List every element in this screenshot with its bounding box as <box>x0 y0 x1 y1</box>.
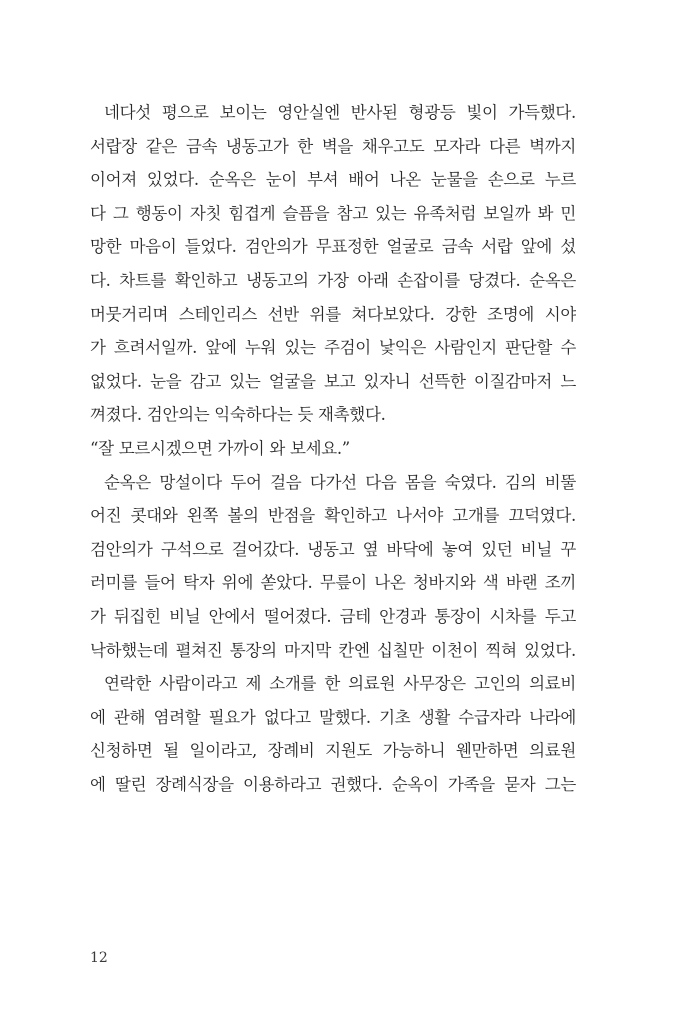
text-line: 러미를 들어 탁자 위에 쏟았다. 무릎이 나온 청바지와 색 바랜 조끼 <box>90 573 576 593</box>
text-line: 없었다. 눈을 감고 있는 얼굴을 보고 있자니 선뜩한 이질감마저 느 <box>90 371 576 391</box>
page-number: 12 <box>90 950 108 966</box>
text-line: 네다섯 평으로 보이는 영안실엔 반사된 형광등 빛이 가득했다. <box>104 103 576 122</box>
text-line: 검안의가 구석으로 걸어갔다. 냉동고 옆 바닥에 놓여 있던 비닐 꾸 <box>90 539 576 559</box>
text-line: 이어져 있었다. 순옥은 눈이 부셔 배어 나온 눈물을 손으로 누르 <box>90 170 576 190</box>
text-line: 순옥은 망설이다 두어 걸음 다가선 다음 몸을 숙였다. 김의 비뚤 <box>104 472 576 492</box>
text-line: 에 관해 염려할 필요가 없다고 말했다. 기초 생활 수급자라 나라에 <box>90 707 576 727</box>
text-line: 에 딸린 장례식장을 이용하라고 권했다. 순옥이 가족을 묻자 그는 <box>90 774 576 794</box>
text-line: 망한 마음이 들었다. 검안의가 무표정한 얼굴로 금속 서랍 앞에 섰 <box>90 237 576 257</box>
text-line: 어진 콧대와 왼쪽 볼의 반점을 확인하고 나서야 고개를 끄덕였다. <box>90 506 576 526</box>
dialogue-line: “잘 모르시겠으면 가까이 와 보세요.” <box>90 438 350 458</box>
text-line: 서랍장 같은 금속 냉동고가 한 벽을 채우고도 모자라 다른 벽까지 <box>90 136 576 156</box>
text-line: 다. 차트를 확인하고 냉동고의 가장 아래 손잡이를 당겼다. 순옥은 <box>90 270 576 290</box>
text-line: 껴졌다. 검안의는 익숙하다는 듯 재촉했다. <box>90 405 386 425</box>
text-line: 연락한 사람이라고 제 소개를 한 의료원 사무장은 고인의 의료비 <box>104 674 576 694</box>
text-line: 가 흐려서일까. 앞에 누워 있는 주검이 낯익은 사람인지 판단할 수 <box>90 338 576 358</box>
text-line: 머뭇거리며 스테인리스 선반 위를 쳐다보았다. 강한 조명에 시야 <box>90 304 576 324</box>
text-line: 낙하했는데 펼쳐진 통장의 마지막 칸엔 십칠만 이천이 찍혀 있었다. <box>90 640 576 660</box>
text-line: 가 뒤집힌 비닐 안에서 떨어졌다. 금테 안경과 통장이 시차를 두고 <box>90 606 576 626</box>
text-line: 다 그 행동이 자칫 힘겹게 슬픔을 참고 있는 유족처럼 보일까 봐 민 <box>90 203 576 223</box>
body-text <box>90 96 576 801</box>
text-line: 신청하면 될 일이라고, 장례비 지원도 가능하니 웬만하면 의료원 <box>90 741 576 761</box>
